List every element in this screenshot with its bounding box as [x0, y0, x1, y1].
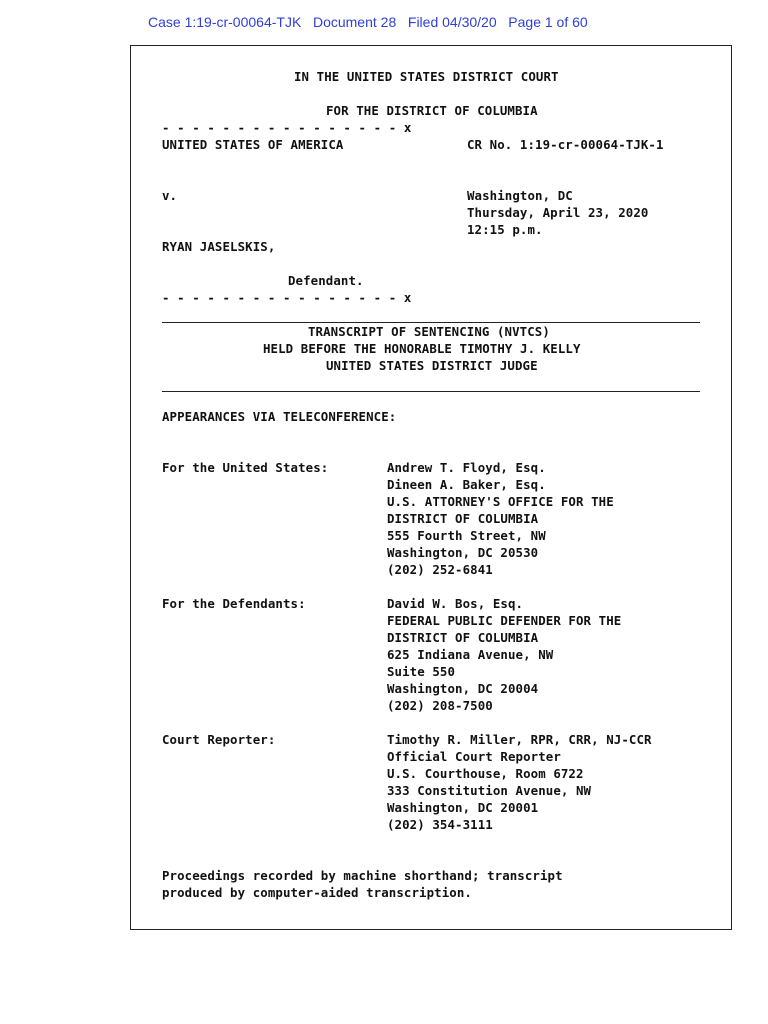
presiding-judge: HELD BEFORE THE HONORABLE TIMOTHY J. KELLY [263, 341, 581, 356]
appearance-line: 555 Fourth Street, NW [387, 528, 546, 543]
court-name: IN THE UNITED STATES DISTRICT COURT [294, 69, 559, 84]
appearance-line: Washington, DC 20004 [387, 681, 539, 696]
case-number: CR No. 1:19-cr-00064-TJK-1 [467, 137, 664, 152]
caption-dash-line-bottom: - - - - - - - - - - - - - - - - x [162, 290, 412, 305]
appearance-line: 625 Indiana Avenue, NW [387, 647, 554, 662]
appearance-label-united-states: For the United States: [162, 460, 329, 475]
appearance-label-court-reporter: Court Reporter: [162, 732, 276, 747]
appearance-line: (202) 208-7500 [387, 698, 493, 713]
title-rule-top [162, 322, 700, 323]
appearance-label-defendants: For the Defendants: [162, 596, 306, 611]
versus-label: v. [162, 188, 178, 203]
appearance-line: (202) 252-6841 [387, 562, 493, 577]
judge-title: UNITED STATES DISTRICT JUDGE [326, 358, 538, 373]
title-rule-bottom [162, 391, 700, 392]
defendant-name: RYAN JASELSKIS, [162, 239, 276, 254]
appearance-line: Washington, DC 20530 [387, 545, 539, 560]
appearance-line: Andrew T. Floyd, Esq. [387, 460, 546, 475]
hearing-location: Washington, DC [467, 188, 573, 203]
court-district: FOR THE DISTRICT OF COLUMBIA [326, 103, 538, 118]
caption-dash-line-top: - - - - - - - - - - - - - - - - x [162, 120, 412, 135]
appearance-line: DISTRICT OF COLUMBIA [387, 630, 539, 645]
proceedings-note-line2: produced by computer-aided transcription. [162, 885, 472, 900]
transcript-title: TRANSCRIPT OF SENTENCING (NVTCS) [308, 324, 550, 339]
appearance-line: Official Court Reporter [387, 749, 561, 764]
appearance-line: Washington, DC 20001 [387, 800, 539, 815]
defendant-label: Defendant. [288, 273, 364, 288]
plaintiff-name: UNITED STATES OF AMERICA [162, 137, 344, 152]
appearance-line: 333 Constitution Avenue, NW [387, 783, 592, 798]
appearance-line: U.S. Courthouse, Room 6722 [387, 766, 584, 781]
appearance-line: U.S. ATTORNEY'S OFFICE FOR THE [387, 494, 614, 509]
appearance-line: FEDERAL PUBLIC DEFENDER FOR THE [387, 613, 622, 628]
appearance-line: DISTRICT OF COLUMBIA [387, 511, 539, 526]
proceedings-note-line1: Proceedings recorded by machine shorthand; transcript [162, 868, 563, 883]
appearances-heading: APPEARANCES VIA TELECONFERENCE: [162, 409, 397, 424]
hearing-date: Thursday, April 23, 2020 [467, 205, 649, 220]
filing-header-stamp: Case 1:19-cr-00064-TJK Document 28 Filed 04/30/20 Page 1 of 60 [148, 14, 588, 30]
appearance-line: (202) 354-3111 [387, 817, 493, 832]
appearance-line: Suite 550 [387, 664, 456, 679]
hearing-time: 12:15 p.m. [467, 222, 543, 237]
appearance-line: Dineen A. Baker, Esq. [387, 477, 546, 492]
appearance-line: David W. Bos, Esq. [387, 596, 524, 611]
appearance-line: Timothy R. Miller, RPR, CRR, NJ-CCR [387, 732, 652, 747]
